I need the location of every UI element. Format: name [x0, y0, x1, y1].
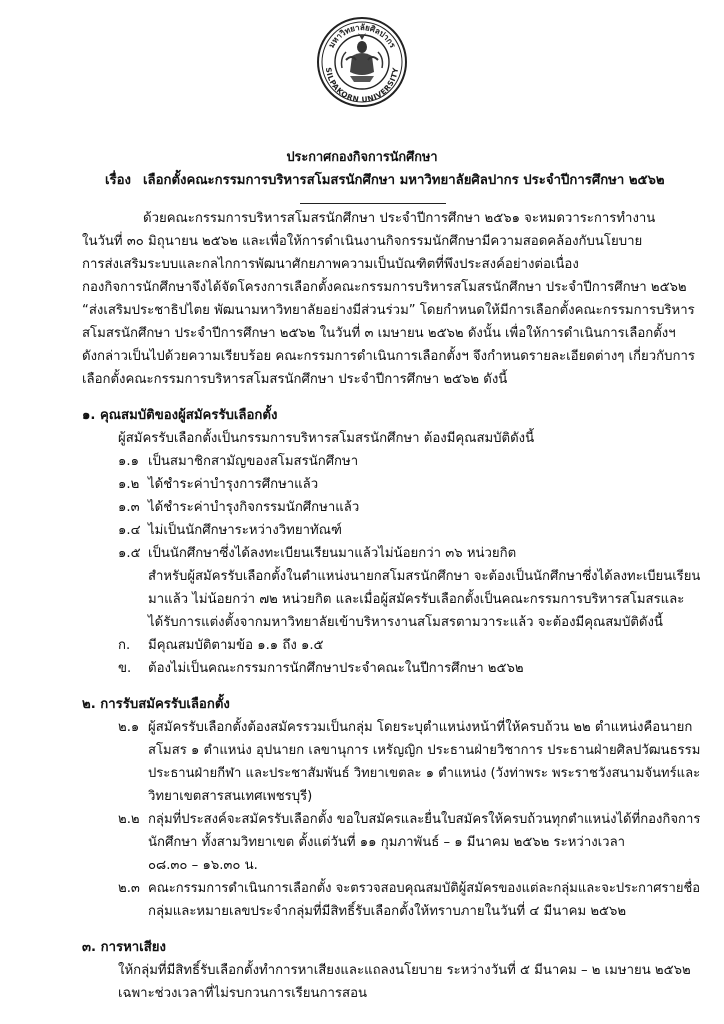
- list-item-number: ๒.๑: [118, 720, 140, 735]
- list-item: เป็นนักศึกษาซึ่งได้ลงทะเบียนเรียนมาแล้วไม่น้อยกว่า ๓๖ หน่วยกิต: [148, 546, 517, 561]
- list-item: เป็นสมาชิกสามัญของสโมสรนักศึกษา: [148, 454, 359, 469]
- intro-line: การส่งเสริมระบบและกลไกการพัฒนาศักยภาพความเป็นบัณฑิตที่พึงประสงค์อย่างต่อเนื่อง: [82, 257, 579, 272]
- list-item-line: กลุ่มและหมายเลขประจำกลุ่มที่มีสิทธิ์รับเลือกตั้งให้ทราบภายในวันที่ ๔ มีนาคม ๒๕๖๒: [148, 904, 627, 919]
- intro-line: ด้วยคณะกรรมการบริหารสโมสรนักศึกษา ประจำปีการศึกษา ๒๕๖๑ จะหมดวาระการทำงาน: [143, 211, 656, 226]
- president-note-line: มาแล้ว ไม่น้อยกว่า ๗๒ หน่วยกิต และเมื่อผู้สมัครรับเลือกตั้งเป็นคณะกรรมการบริหารสโมสรและ: [148, 592, 685, 607]
- list-item-line: คณะกรรมการดำเนินการเลือกตั้ง จะตรวจสอบคุณสมบัติผู้สมัครของแต่ละกลุ่มและจะประกาศรายชื่อ: [148, 881, 701, 896]
- body-line: เฉพาะช่วงเวลาที่ไม่รบกวนการเรียนการสอน: [118, 986, 368, 1001]
- sub-item: ต้องไม่เป็นคณะกรรมการนักศึกษาประจำคณะในปีการศึกษา ๒๕๖๒: [148, 661, 524, 676]
- intro-line: สโมสรนักศึกษา ประจำปีการศึกษา ๒๕๖๒ ในวันที่ ๓ เมษายน ๒๕๖๒ ดังนั้น เพื่อให้การดำเนินการเลือกตั้งฯ: [82, 326, 676, 341]
- intro-line: “ส่งเสริมประชาธิปไตย พัฒนามหาวิทยาลัยอย่างมีส่วนร่วม” โดยกำหนดให้มีการเลือกตั้งคณะกรรมการบริหาร: [82, 303, 695, 318]
- list-item: ไม่เป็นนักศึกษาระหว่างวิทยาทัณฑ์: [148, 523, 342, 538]
- subject-label: เรื่อง: [105, 173, 131, 188]
- section-lead: ผู้สมัครรับเลือกตั้งเป็นกรรมการบริหารสโมสรนักศึกษา ต้องมีคุณสมบัติดังนี้: [118, 431, 535, 446]
- list-item-number: ๑.๕: [118, 546, 141, 561]
- subject-text: เลือกตั้งคณะกรรมการบริหารสโมสรนักศึกษา มหาวิทยาลัยศิลปากร ประจำปีการศึกษา ๒๕๖๒: [143, 173, 665, 188]
- list-item-number: ๒.๓: [118, 881, 140, 896]
- list-item-number: ๒.๒: [118, 812, 140, 827]
- intro-line: กองกิจการนักศึกษาจึงได้จัดโครงการเลือกตั้งคณะกรรมการบริหารสโมสรนักศึกษา ประจำปีการศึกษา ๒๕๖๒: [82, 280, 687, 295]
- list-item-number: ๑.๔: [118, 523, 141, 538]
- svg-text:มหาวิทยาลัยศิลปากร: มหาวิทยาลัยศิลปากร: [326, 22, 398, 50]
- intro-line: ในวันที่ ๓๐ มิถุนายน ๒๕๖๒ และเพื่อให้การดำเนินงานกิจกรรมนักศึกษามีความสอดคล้องกับนโยบาย: [82, 234, 643, 249]
- list-item-line: กลุ่มที่ประสงค์จะสมัครรับเลือกตั้ง ขอใบสมัครและยื่นใบสมัครให้ครบถ้วนทุกตำแหน่งได้ที่กองกิจการ: [148, 812, 701, 827]
- list-item-line: ผู้สมัครรับเลือกตั้งต้องสมัครรวมเป็นกลุ่ม โดยระบุตำแหน่งหน้าที่ให้ครบถ้วน ๒๒ ตำแหน่งคือนายก: [148, 720, 693, 735]
- header-divider: [300, 203, 446, 204]
- announcement-title: ประกาศกองกิจการนักศึกษา: [286, 150, 438, 165]
- list-item-number: ๑.๓: [118, 500, 140, 515]
- intro-line: เลือกตั้งคณะกรรมการบริหารสโมสรนักศึกษา ประจำปีการศึกษา ๒๕๖๒ ดังนี้: [82, 372, 508, 387]
- list-item-line: วิทยาเขตสารสนเทศเพชรบุรี): [148, 789, 313, 804]
- section-heading: ๓. การหาเสียง: [82, 940, 166, 955]
- president-note-line: สำหรับผู้สมัครรับเลือกตั้งในตำแหน่งนายกสโมสรนักศึกษา จะต้องเป็นนักศึกษาซึ่งได้ลงทะเบียนเรียน: [148, 569, 701, 584]
- list-item: ได้ชำระค่าบำรุงการศึกษาแล้ว: [148, 477, 319, 492]
- section-heading: ๑. คุณสมบัติของผู้สมัครรับเลือกตั้ง: [82, 408, 278, 423]
- sub-item-number: ก.: [118, 638, 131, 653]
- list-item-line: สโมสร ๑ ตำแหน่ง อุปนายก เลขานุการ เหรัญญิก ประธานฝ่ายวิชาการ ประธานฝ่ายศิลปวัฒนธรรม: [148, 743, 701, 758]
- svg-text:SILPAKORN UNIVERSITY: SILPAKORN UNIVERSITY: [323, 66, 401, 105]
- list-item: ได้ชำระค่าบำรุงกิจกรรมนักศึกษาแล้ว: [148, 500, 360, 515]
- list-item-number: ๑.๑: [118, 454, 139, 469]
- sub-item-number: ข.: [118, 661, 132, 676]
- section-heading: ๒. การรับสมัครรับเลือกตั้ง: [82, 697, 230, 712]
- sub-item: มีคุณสมบัติตามข้อ ๑.๑ ถึง ๑.๕: [148, 638, 324, 653]
- list-item-number: ๑.๒: [118, 477, 140, 492]
- list-item-line: นักศึกษา ทั้งสามวิทยาเขต ตั้งแต่วันที่ ๑๑ กุมภาพันธ์ – ๑ มีนาคม ๒๕๖๒ ระหว่างเวลา: [148, 835, 626, 850]
- university-seal-logo: [316, 10, 408, 138]
- list-item-line: ๐๘.๓๐ – ๑๖.๓๐ น.: [148, 858, 258, 873]
- intro-line: ดังกล่าวเป็นไปด้วยความเรียบร้อย คณะกรรมการดำเนินการเลือกตั้งฯ จึงกำหนดรายละเอียดต่างๆ เกี่ยวกับการ: [82, 349, 695, 364]
- president-note-line: ได้รับการแต่งตั้งจากมหาวิทยาลัยเข้าบริหารงานสโมสรตามวาระแล้ว จะต้องมีคุณสมบัติดังนี้: [148, 615, 663, 630]
- list-item-line: ประธานฝ่ายกีฬา และประชาสัมพันธ์ วิทยาเขตละ ๑ ตำแหน่ง (วังท่าพระ พระราชวังสนามจันทร์และ: [148, 766, 701, 781]
- body-line: ให้กลุ่มที่มีสิทธิ์รับเลือกตั้งทำการหาเสียงและแถลงนโยบาย ระหว่างวันที่ ๕ มีนาคม – ๒ เมษายน ๒๕๖๒: [118, 963, 691, 978]
